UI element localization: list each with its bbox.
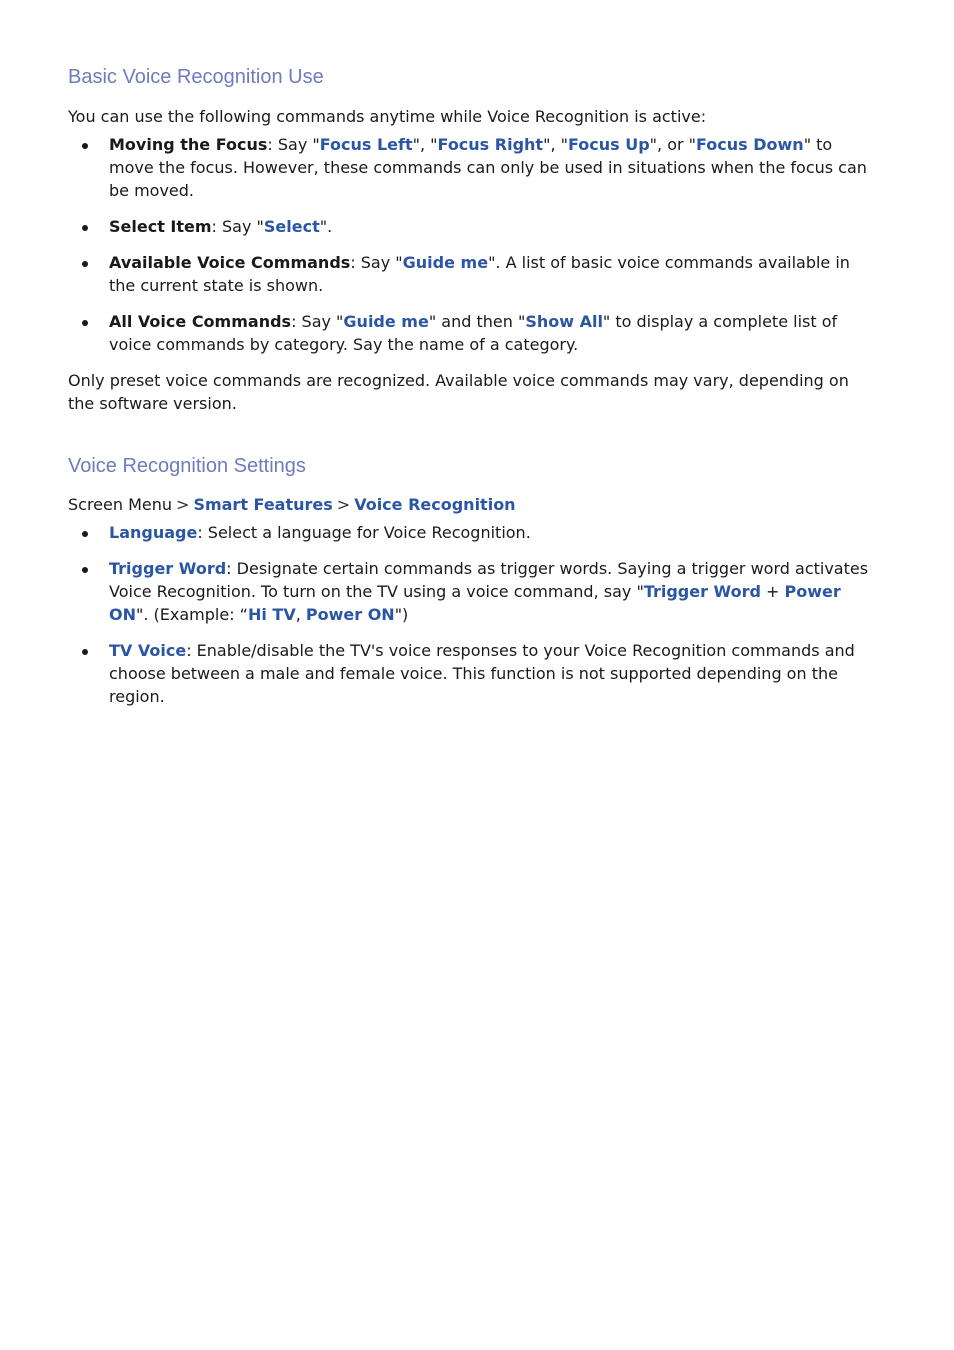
item-text: " to move the focus. However, these commands can only be used in situations when the focus can be moved. [109,135,867,200]
bullet-icon [82,649,88,655]
breadcrumb-smart-features[interactable]: Smart Features [193,495,333,514]
item-text: ") [394,605,409,624]
item-text: : Select a language for Voice Recognition. [197,523,531,542]
list-item-all-commands [68,310,878,356]
chevron-right-icon: > [336,495,351,514]
command-keyword: Hi TV [247,605,296,624]
list-item-select-item [68,215,878,238]
bullet-icon [82,225,88,231]
command-keyword: Guide me [343,312,429,331]
item-text: : Say " [350,253,403,272]
item-term: All Voice Commands [109,312,292,331]
section-heading-basic-use: Basic Voice Recognition Use [68,66,324,88]
command-keyword: Trigger Word [643,582,761,601]
note-text: Only preset voice commands are recognized. Available voice commands may vary, depending on the software version. [68,371,849,413]
basic-commands-list [68,133,878,356]
setting-term: Trigger Word [109,559,227,578]
item-text: " to display a complete list of voice commands by category. Say the name of a category. [109,312,838,354]
bullet-icon [82,143,88,149]
item-term: Moving the Focus [109,135,268,154]
command-keyword: Focus Right [437,135,544,154]
item-text: : Say " [291,312,344,331]
item-text: ". [319,217,333,236]
list-item-moving-focus [68,133,878,202]
chevron-right-icon: > [176,495,190,514]
breadcrumb-root: Screen Menu [68,495,173,514]
item-term: Select Item [109,217,212,236]
command-keyword: Focus Left [319,135,413,154]
item-text: ", " [543,135,568,154]
bullet-icon [82,567,88,573]
item-text: + [760,582,785,601]
bullet-icon [82,531,88,537]
item-text: " and then " [428,312,526,331]
item-text: ". A list of basic voice commands available in the current state is shown. [109,253,850,295]
list-item-trigger-word [68,557,878,626]
list-item-tv-voice [68,639,878,708]
breadcrumb-voice-recognition[interactable]: Voice Recognition [354,495,516,514]
command-keyword: Show All [525,312,603,331]
item-text: , [295,605,306,624]
command-keyword: Select [263,217,320,236]
item-text: : Say " [267,135,320,154]
setting-term: TV Voice [109,641,187,660]
command-keyword: Focus Down [696,135,804,154]
bullet-icon [82,261,88,267]
command-keyword: Power ON [109,582,841,624]
intro-text: You can use the following commands anytime while Voice Recognition is active: [68,107,707,126]
item-text: : Enable/disable the TV's voice responses to your Voice Recognition commands and choose between a male and female voice. This function is not supported depending on the region. [109,641,855,706]
manual-page [68,62,878,721]
setting-term: Language [109,523,198,542]
list-item-language [68,521,878,544]
item-text: ". (Example: “ [136,605,248,624]
item-term: Available Voice Commands [109,253,351,272]
bullet-icon [82,320,88,326]
breadcrumb [68,493,878,516]
item-text: ", or " [649,135,696,154]
command-keyword: Guide me [402,253,489,272]
item-text: ", " [412,135,438,154]
item-text: : Designate certain commands as trigger words. Saying a trigger word activates Voice Recognition. To turn on the TV using a voice command, say " [109,559,869,601]
item-text: : Say " [211,217,264,236]
section-heading-settings: Voice Recognition Settings [68,455,306,477]
settings-list [68,521,878,708]
command-keyword: Power ON [305,605,395,624]
list-item-available-commands [68,251,878,297]
command-keyword: Focus Up [567,135,650,154]
